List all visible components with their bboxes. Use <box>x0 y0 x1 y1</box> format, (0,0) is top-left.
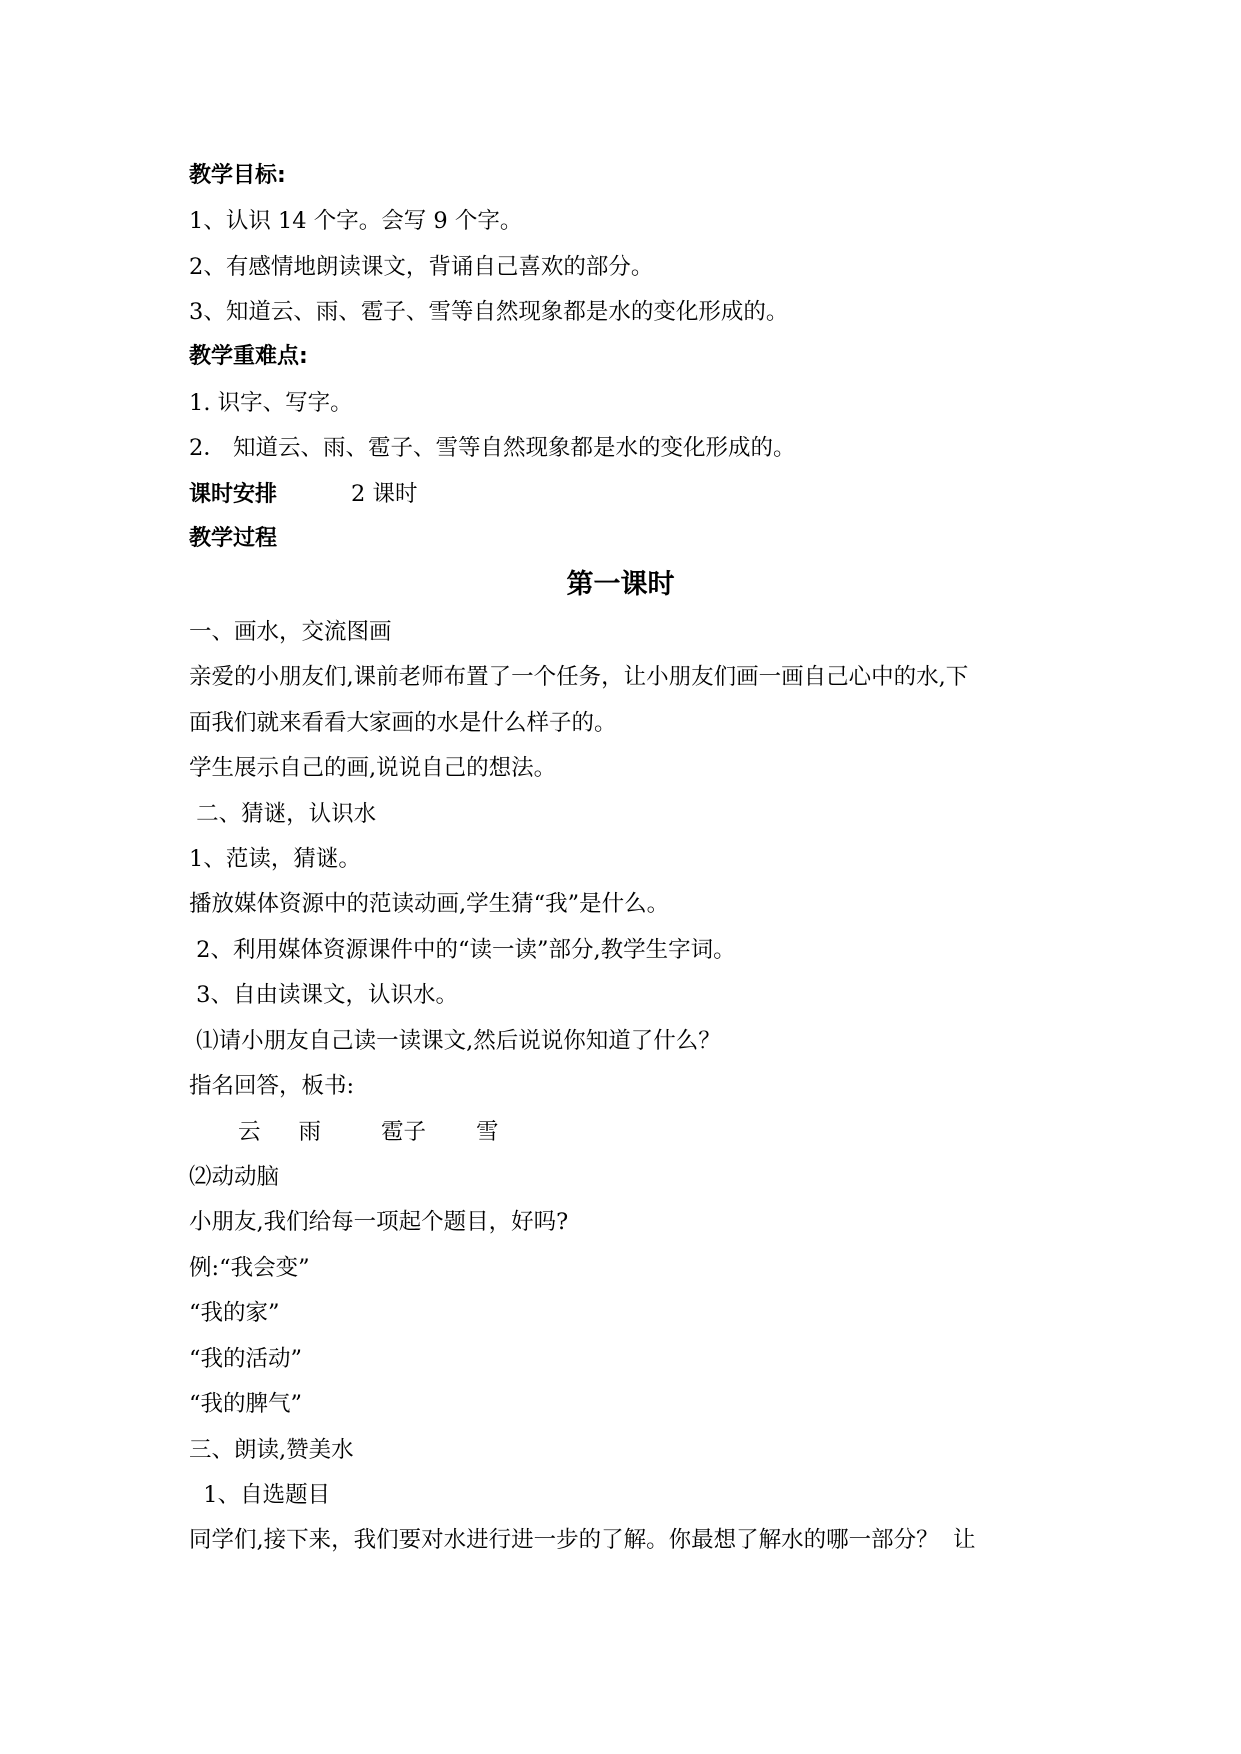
key-point-1: 1. 识字、写字。 <box>189 390 353 416</box>
objective-1: 1、认识 14 个字。会写 9 个字。 <box>189 208 523 234</box>
objectives-heading: 教学目标: <box>189 163 286 188</box>
objective-3: 3、知道云、雨、雹子、雪等自然现象都是水的变化形成的。 <box>189 299 789 325</box>
step1-detail: 播放媒体资源中的范读动画,学生猜“我”是什么。 <box>189 891 670 917</box>
schedule-label: 课时安排 <box>189 482 278 507</box>
example-2: “我的家” <box>189 1300 280 1326</box>
process-heading: 教学过程 <box>189 526 278 551</box>
step3-question2-prompt: 小朋友,我们给每一项起个题目，好吗? <box>189 1209 569 1235</box>
schedule-row <box>189 479 1069 510</box>
step3-answer: 指名回答，板书: <box>189 1073 355 1099</box>
step3: 3、自由读课文，认识水。 <box>189 982 458 1008</box>
example-1: 例:“我会变” <box>189 1255 310 1281</box>
board-word-cloud: 云 <box>238 1119 261 1145</box>
objective-2: 2、有感情地朗读课文，背诵自己喜欢的部分。 <box>189 254 654 280</box>
board-word-hail: 雹子 <box>381 1119 427 1145</box>
step3-question1: ⑴请小朋友自己读一读课文,然后说说你知道了什么？ <box>189 1028 721 1054</box>
step1: 1、范读，猜谜。 <box>189 846 361 872</box>
board-words <box>189 1117 1069 1147</box>
key-points-heading: 教学重难点: <box>189 344 308 369</box>
schedule-value: 2 课时 <box>351 481 418 507</box>
step2: 2、利用媒体资源课件中的“读一读”部分,教学生字词。 <box>189 937 736 963</box>
section2-heading: 二、猜谜，认识水 <box>189 801 377 827</box>
step3-question2: ⑵动动脑 <box>189 1164 280 1190</box>
section1-paragraph-line2: 面我们就来看看大家画的水是什么样子的。 <box>189 710 617 736</box>
section3-heading: 三、朗读,赞美水 <box>189 1437 354 1463</box>
section3-step1: 1、自选题目 <box>189 1482 331 1508</box>
section3-text: 同学们,接下来，我们要对水进行进一步的了解。你最想了解水的哪一部分？ 让 <box>189 1527 976 1553</box>
section1-paragraph-line1: 亲爱的小朋友们,课前老师布置了一个任务，让小朋友们画一画自己心中的水,下 <box>189 664 969 690</box>
lesson-title: 第一课时 <box>566 569 675 600</box>
board-word-rain: 雨 <box>298 1119 322 1145</box>
board-word-snow: 雪 <box>476 1119 499 1145</box>
example-4: “我的脾气” <box>189 1391 303 1417</box>
section1-heading: 一、画水，交流图画 <box>189 619 392 645</box>
key-point-2: 2． 知道云、雨、雹子、雪等自然现象都是水的变化形成的。 <box>189 435 796 461</box>
example-3: “我的活动” <box>189 1346 303 1372</box>
section1-paragraph-2: 学生展示自己的画,说说自己的想法。 <box>189 755 557 781</box>
